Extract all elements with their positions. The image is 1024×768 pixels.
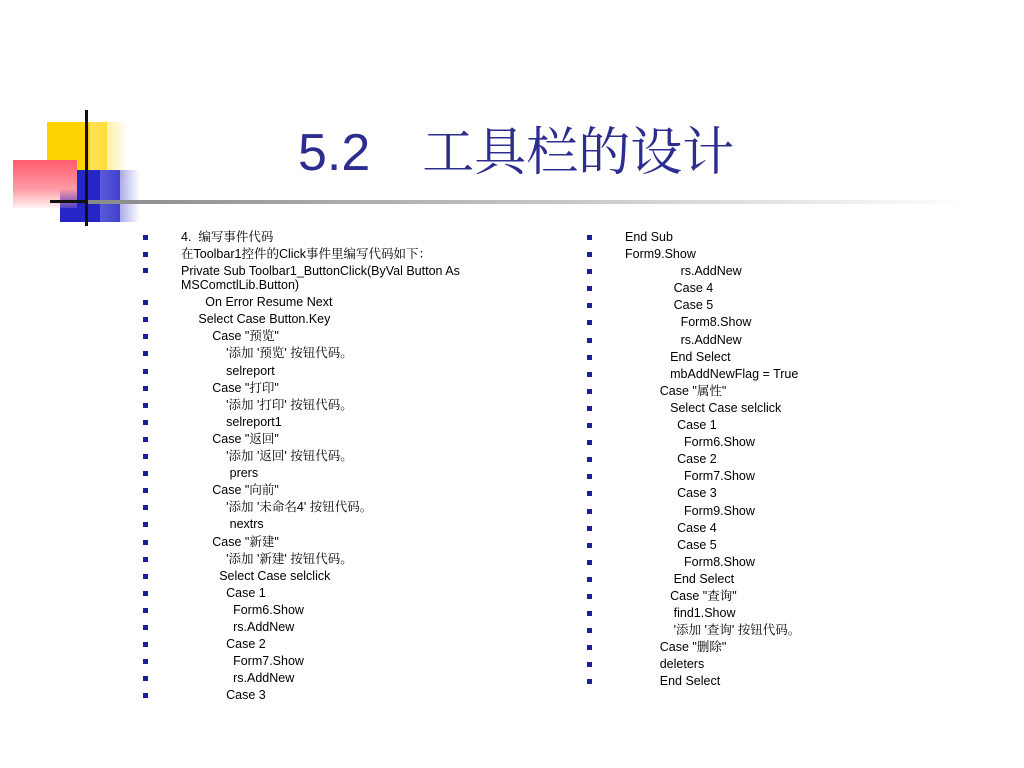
code-line: End Sub (587, 229, 967, 246)
code-line: nextrs (143, 516, 523, 533)
code-line: prers (143, 465, 523, 482)
code-line: rs.AddNew (587, 332, 967, 349)
code-line: selreport1 (143, 414, 523, 431)
code-line: Case 5 (587, 537, 967, 554)
code-line: deleters (587, 656, 967, 673)
code-line: '添加 '打印' 按钮代码。 (143, 397, 523, 414)
code-line: '添加 '查询' 按钮代码。 (587, 622, 967, 639)
code-line: On Error Resume Next (143, 294, 523, 311)
code-column-left (143, 229, 523, 704)
slide-logo (0, 0, 160, 240)
code-line: Case 4 (587, 280, 967, 297)
code-line: End Select (587, 349, 967, 366)
code-line: '添加 '未命名4' 按钮代码。 (143, 499, 523, 516)
slide-title: 5.2 工具栏的设计 (298, 124, 735, 182)
code-line: Case "新建" (143, 534, 523, 551)
code-line: Case 3 (587, 485, 967, 502)
code-line: Case 2 (143, 636, 523, 653)
title-underline (88, 200, 968, 204)
code-line: mbAddNewFlag = True (587, 366, 967, 383)
code-line: find1.Show (587, 605, 967, 622)
code-line: Case "返回" (143, 431, 523, 448)
code-line: selreport (143, 363, 523, 380)
code-line: End Select (587, 571, 967, 588)
code-line: Form8.Show (587, 314, 967, 331)
code-line: Case "预览" (143, 328, 523, 345)
code-line: rs.AddNew (143, 670, 523, 687)
code-line: Case 5 (587, 297, 967, 314)
code-line: Case 3 (143, 687, 523, 704)
code-line: Select Case selclick (143, 568, 523, 585)
code-line: Case 1 (143, 585, 523, 602)
code-line: Case 2 (587, 451, 967, 468)
code-line: '添加 '新建' 按钮代码。 (143, 551, 523, 568)
code-line: 在Toolbar1控件的Click事件里编写代码如下： (143, 246, 523, 263)
code-line: Case "属性" (587, 383, 967, 400)
code-line: Form9.Show (587, 503, 967, 520)
code-line: '添加 '预览' 按钮代码。 (143, 345, 523, 362)
code-line: Form7.Show (587, 468, 967, 485)
code-line: '添加 '返回' 按钮代码。 (143, 448, 523, 465)
code-line: Form8.Show (587, 554, 967, 571)
code-line: End Select (587, 673, 967, 690)
code-line: rs.AddNew (587, 263, 967, 280)
code-line: Case "打印" (143, 380, 523, 397)
logo-blue-fade (100, 170, 140, 222)
code-line: Select Case Button.Key (143, 311, 523, 328)
logo-vertical-line (85, 110, 88, 226)
code-line: 4. 编写事件代码 (143, 229, 523, 246)
code-line: Case 4 (587, 520, 967, 537)
code-column-right (587, 229, 967, 691)
code-line: Case "删除" (587, 639, 967, 656)
code-line: Private Sub Toolbar1_ButtonClick(ByVal Button As MSComctlLib.Button) (143, 263, 523, 294)
code-line: Case "查询" (587, 588, 967, 605)
code-line: Form6.Show (143, 602, 523, 619)
code-line: Form7.Show (143, 653, 523, 670)
code-line: Case 1 (587, 417, 967, 434)
code-line: Form6.Show (587, 434, 967, 451)
code-line: Form9.Show (587, 246, 967, 263)
code-line: Select Case selclick (587, 400, 967, 417)
code-line: Case "向前" (143, 482, 523, 499)
code-line: rs.AddNew (143, 619, 523, 636)
